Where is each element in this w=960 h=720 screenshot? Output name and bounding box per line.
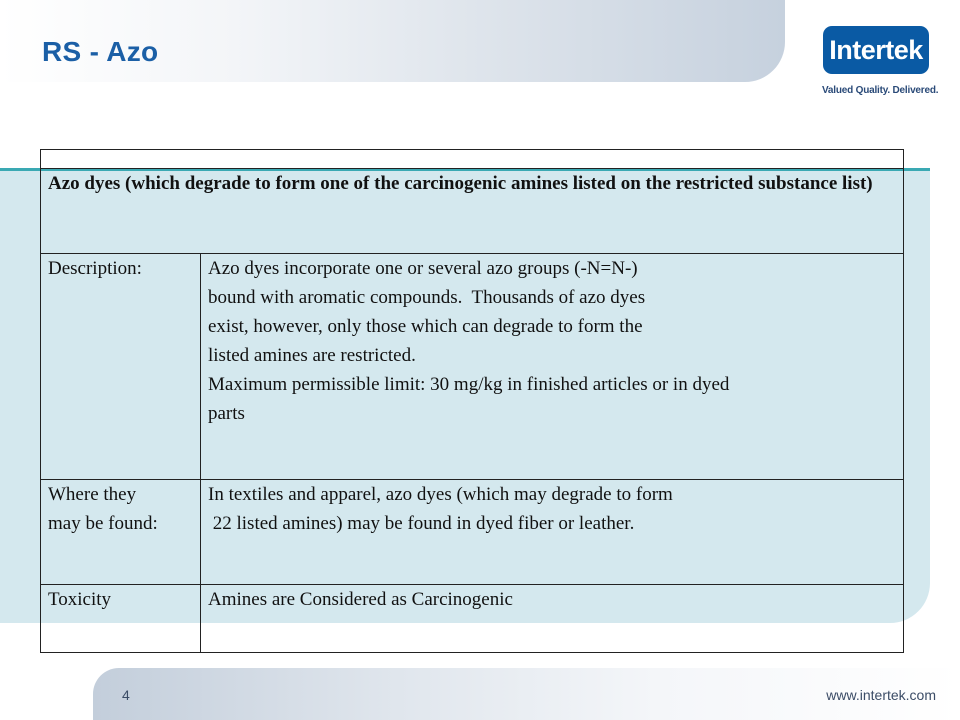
table-row [41, 480, 904, 585]
value-line: Maximum permissible limit: 30 mg/kg in finished articles or in dyed [208, 374, 730, 395]
value-line: Azo dyes incorporate one or several azo groups (-N=N-) [208, 258, 638, 279]
value-line: exist, however, only those which can degrade to form the [208, 316, 643, 337]
value-line: 22 listed amines) may be found in dyed fiber or leather. [208, 513, 635, 534]
row-label [41, 254, 201, 480]
row-label [41, 480, 201, 585]
website-link[interactable]: www.intertek.com [826, 687, 936, 703]
value-line: In textiles and apparel, azo dyes (which may degrade to form [208, 484, 673, 505]
page-number: 4 [122, 687, 130, 703]
table-row-empty [41, 150, 904, 169]
table-heading: Azo dyes (which degrade to form one of the carcinogenic amines listed on the restricted substance list) [41, 169, 904, 254]
value-line: listed amines are restricted. [208, 345, 416, 366]
table-row [41, 254, 904, 480]
slide-title: RS - Azo [42, 36, 159, 67]
label-line: Description: [48, 258, 142, 279]
table-row [41, 585, 904, 653]
value-line: Amines are Considered as Carcinogenic [208, 589, 513, 610]
value-line: bound with aromatic compounds. Thousands of azo dyes [208, 287, 646, 308]
label-line: Toxicity [48, 589, 112, 610]
table-row-heading [41, 169, 904, 254]
logo-tagline: Valued Quality. Delivered. [822, 85, 939, 96]
row-label [41, 585, 201, 653]
intertek-logo: Intertek [823, 26, 929, 74]
row-value [201, 254, 904, 480]
row-value [201, 480, 904, 585]
label-line: Where they [48, 484, 137, 505]
row-value [201, 585, 904, 653]
substance-table [40, 149, 904, 653]
label-line: may be found: [48, 513, 158, 534]
empty-cell [41, 150, 904, 169]
value-line: parts [208, 403, 245, 424]
